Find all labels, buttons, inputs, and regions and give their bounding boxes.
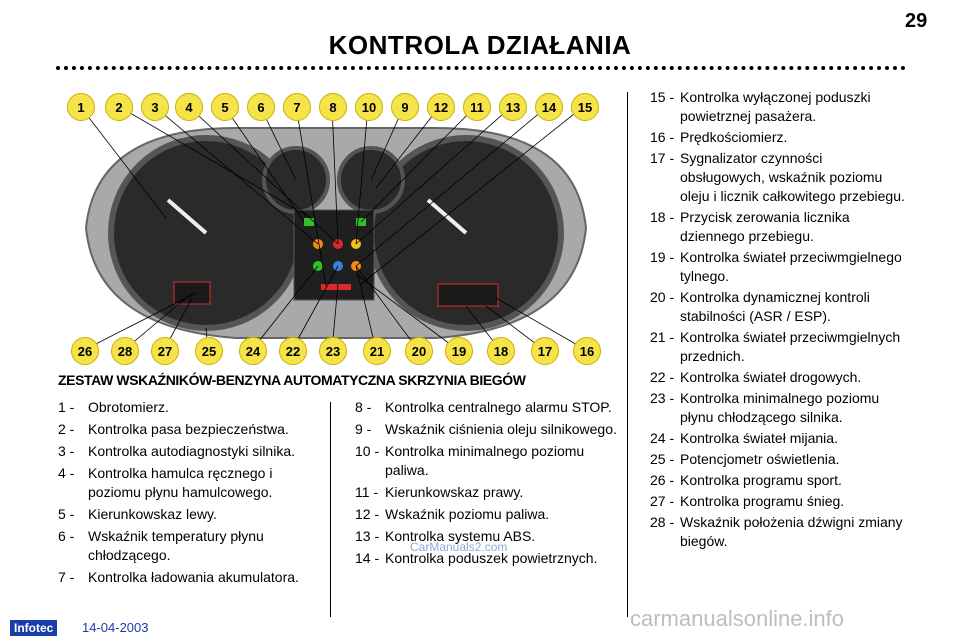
legend-item	[58, 527, 320, 565]
legend-item	[58, 505, 320, 524]
legend-item	[355, 505, 617, 524]
odometer-display	[438, 284, 498, 306]
legend-number: 11 -	[355, 484, 379, 500]
legend-item	[58, 398, 320, 417]
legend-text: Kontrolka ładowania akumulatora.	[88, 569, 299, 585]
callout-3: 3	[141, 93, 169, 121]
legend-number: 26 -	[650, 472, 675, 488]
legend-number: 8 -	[355, 399, 372, 415]
legend-item	[650, 513, 910, 551]
callout-18: 18	[487, 337, 515, 365]
callout-25: 25	[195, 337, 223, 365]
legend-item	[355, 420, 617, 439]
callout-1: 1	[67, 93, 95, 121]
legend-text: Kierunkowskaz prawy.	[385, 484, 524, 500]
legend-item	[58, 442, 320, 461]
callout-10: 10	[355, 93, 383, 121]
callout-15: 15	[571, 93, 599, 121]
legend-number: 23 -	[650, 390, 675, 406]
legend-number: 18 -	[650, 209, 675, 225]
callout-21: 21	[363, 337, 391, 365]
legend-item	[650, 288, 910, 326]
legend-text: Kontrolka hamulca ręcznego i poziomu płynu hamulcowego.	[88, 465, 273, 500]
legend-item	[355, 483, 617, 502]
legend-text: Wskaźnik temperatury płynu chłodzącego.	[88, 528, 264, 563]
legend-number: 20 -	[650, 289, 675, 305]
legend-column-1	[58, 398, 320, 590]
legend-text: Kontrolka świateł mijania.	[680, 430, 838, 446]
footer-date: 14-04-2003	[82, 620, 149, 635]
legend-text: Kontrolka minimalnego poziomu paliwa.	[385, 443, 585, 478]
legend-text: Kontrolka programu sport.	[680, 472, 842, 488]
section-heading: ZESTAW WSKAŹNIKÓW-BENZYNA AUTOMATYCZNA SKRZYNIA BIEGÓW	[58, 372, 526, 388]
callout-16: 16	[573, 337, 601, 365]
legend-text: Kontrolka świateł drogowych.	[680, 369, 862, 385]
legend-number: 21 -	[650, 329, 675, 345]
legend-number: 15 -	[650, 89, 675, 105]
infotec-logo: Infotec	[10, 620, 57, 636]
legend-text: Wskaźnik poziomu paliwa.	[385, 506, 550, 522]
legend-number: 25 -	[650, 451, 675, 467]
legend-number: 1 -	[58, 399, 75, 415]
callout-27: 27	[151, 337, 179, 365]
legend-number: 9 -	[355, 421, 372, 437]
callout-2: 2	[105, 93, 133, 121]
callout-8: 8	[319, 93, 347, 121]
legend-text: Kontrolka centralnego alarmu STOP.	[385, 399, 612, 415]
callout-24: 24	[239, 337, 267, 365]
legend-number: 22 -	[650, 369, 675, 385]
legend-number: 3 -	[58, 443, 75, 459]
legend-number: 5 -	[58, 506, 75, 522]
legend-text: Wskaźnik ciśnienia oleju silnikowego.	[385, 421, 617, 437]
legend-text: Sygnalizator czynności obsługowych, wskaźnik poziomu oleju i licznik całkowitego przebiegu.	[680, 150, 905, 204]
legend-text: Kontrolka programu śnieg.	[680, 493, 845, 509]
callout-23: 23	[319, 337, 347, 365]
legend-number: 10 -	[355, 443, 380, 459]
legend-item	[650, 429, 910, 448]
legend-text: Przycisk zerowania licznika dziennego przebiegu.	[680, 209, 850, 244]
legend-text: Prędkościomierz.	[680, 129, 788, 145]
legend-item	[650, 492, 910, 511]
callout-5: 5	[211, 93, 239, 121]
legend-text: Kontrolka dynamicznej kontroli stabilności (ASR / ESP).	[680, 289, 870, 324]
callout-17: 17	[531, 337, 559, 365]
column-divider-left	[330, 402, 331, 617]
site-watermark: carmanualsonline.info	[630, 606, 845, 631]
legend-number: 16 -	[650, 129, 675, 145]
indicator-left-light	[304, 218, 314, 226]
legend-item	[650, 450, 910, 469]
legend-text: Obrotomierz.	[88, 399, 169, 415]
legend-number: 6 -	[58, 528, 75, 544]
legend-item	[650, 88, 910, 126]
legend-item	[650, 149, 910, 206]
callout-9: 9	[391, 93, 419, 121]
callout-12: 12	[427, 93, 455, 121]
callout-14: 14	[535, 93, 563, 121]
legend-number: 2 -	[58, 421, 75, 437]
page-title: KONTROLA DZIAŁANIA	[328, 30, 632, 60]
legend-item	[650, 248, 910, 286]
legend-number: 19 -	[650, 249, 675, 265]
mid-watermark: CarManuals2.com	[410, 540, 508, 554]
callout-7: 7	[283, 93, 311, 121]
instrument-cluster-drawing	[56, 88, 612, 368]
callout-28: 28	[111, 337, 139, 365]
legend-number: 13 -	[355, 528, 380, 544]
legend-number: 24 -	[650, 430, 675, 446]
callout-20: 20	[405, 337, 433, 365]
legend-number: 7 -	[58, 569, 75, 585]
legend-text: Kontrolka pasa bezpieczeństwa.	[88, 421, 289, 437]
legend-item	[58, 568, 320, 587]
legend-text: Kontrolka systemu ABS.	[385, 528, 536, 544]
legend-column-3	[650, 88, 910, 553]
legend-item	[650, 208, 910, 246]
page-number: 29	[905, 10, 928, 32]
callout-11: 11	[463, 93, 491, 121]
legend-item	[650, 389, 910, 427]
legend-text: Potencjometr oświetlenia.	[680, 451, 840, 467]
callout-13: 13	[499, 93, 527, 121]
legend-item	[650, 328, 910, 366]
legend-number: 12 -	[355, 506, 380, 522]
legend-number: 14 -	[355, 550, 380, 566]
legend-number: 28 -	[650, 514, 675, 530]
legend-number: 27 -	[650, 493, 675, 509]
legend-number: 17 -	[650, 150, 675, 166]
legend-item	[58, 420, 320, 439]
legend-text: Kontrolka wyłączonej poduszki powietrznej pasażera.	[680, 89, 871, 124]
callout-19: 19	[445, 337, 473, 365]
callout-6: 6	[247, 93, 275, 121]
legend-item	[355, 398, 617, 417]
legend-item	[650, 368, 910, 387]
title-dotted-rule	[56, 66, 906, 70]
callout-26: 26	[71, 337, 99, 365]
legend-text: Kontrolka świateł przeciwmgielnego tylnego.	[680, 249, 902, 284]
column-divider-right	[627, 92, 628, 617]
legend-number: 4 -	[58, 465, 75, 481]
legend-text: Wskaźnik położenia dźwigni zmiany biegów.	[680, 514, 903, 549]
instrument-cluster-figure	[56, 88, 612, 368]
legend-item	[58, 464, 320, 502]
callout-4: 4	[175, 93, 203, 121]
legend-item	[355, 442, 617, 480]
legend-text: Kontrolka minimalnego poziomu płynu chłodzącego silnika.	[680, 390, 880, 425]
legend-item	[650, 471, 910, 490]
legend-text: Kontrolka autodiagnostyki silnika.	[88, 443, 296, 459]
callout-22: 22	[279, 337, 307, 365]
legend-text: Kontrolka świateł przeciwmgielnych przednich.	[680, 329, 901, 364]
legend-text: Kontrolka poduszek powietrznych.	[385, 550, 598, 566]
legend-text: Kierunkowskaz lewy.	[88, 506, 217, 522]
legend-item	[650, 128, 910, 147]
